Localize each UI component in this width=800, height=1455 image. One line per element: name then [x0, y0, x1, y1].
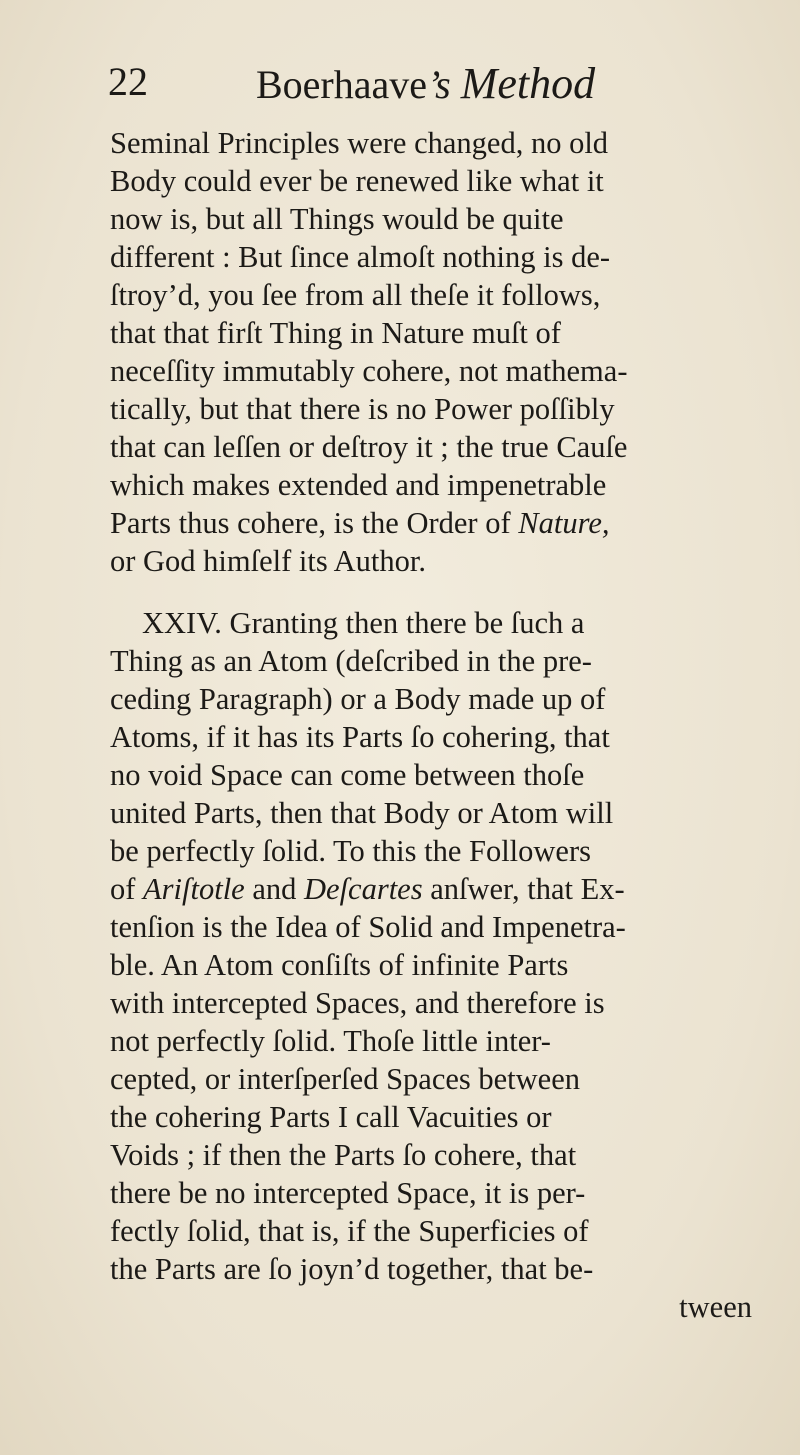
text-line: neceſſity immutably cohere, not mathema-	[110, 354, 628, 388]
text-line: no void Space can come between thoſe	[110, 758, 585, 792]
text-line: united Parts, then that Body or Atom will	[110, 796, 614, 830]
text-line	[110, 504, 760, 542]
text-line-rest: anſwer, that Ex-	[430, 872, 625, 906]
running-title-possessive: ’s	[427, 62, 451, 107]
paragraph-2-first-line: XXIV. Granting then there be ſuch a	[142, 606, 585, 640]
word-and: and	[252, 872, 297, 906]
text-line: different : But ſince almoſt nothing is de-	[110, 240, 611, 274]
text-line: tenſion is the Idea of Solid and Impenetra-	[110, 910, 626, 944]
text-line: that that firſt Thing in Nature muſt of	[110, 316, 561, 350]
text-line	[110, 870, 760, 908]
paragraph-1	[110, 124, 760, 504]
italic-aristotle: Ariſtotle	[143, 872, 245, 906]
text-line: Body could ever be renewed like what it	[110, 164, 604, 198]
running-title-method: Method	[460, 59, 596, 108]
text-line: Voids ; if then the Parts ſo cohere, that	[110, 1138, 577, 1172]
text-line: the Parts are ſo joyn’d together, that be-	[110, 1252, 594, 1286]
text-line: the cohering Parts I call Vacuities or	[110, 1100, 552, 1134]
text-line: cepted, or interſperſed Spaces between	[110, 1062, 580, 1096]
text-line: Seminal Principles were changed, no old	[110, 126, 609, 160]
text-line: tically, but that there is no Power poſſibly	[110, 392, 615, 426]
paragraph-gap	[110, 580, 760, 604]
text-line: with intercepted Spaces, and therefore is	[110, 986, 605, 1020]
text-line: be perfectly ſolid. To this the Followers	[110, 834, 591, 868]
text-line-prefix: Parts thus cohere, is the Order of	[110, 506, 511, 540]
paragraph-2-part-b	[110, 908, 760, 1288]
text-line: Atoms, if it has its Parts ſo cohering, that	[110, 720, 610, 754]
text-line: not perfectly ſolid. Thoſe little inter-	[110, 1024, 551, 1058]
text-line: there be no intercepted Space, it is per-	[110, 1176, 586, 1210]
page-number: 22	[108, 59, 148, 104]
italic-nature: Nature,	[518, 506, 610, 540]
page-header	[108, 58, 758, 114]
text-line: ſtroy’d, you ſee from all theſe it follows,	[110, 278, 601, 312]
text-line: ceding Paragraph) or a Body made up of	[110, 682, 606, 716]
paragraph-2-part-a	[110, 642, 760, 870]
text-line: Thing as an Atom (deſcribed in the pre-	[110, 644, 592, 678]
text-line: ble. An Atom conſiſts of infinite Parts	[110, 948, 569, 982]
word-of: of	[110, 872, 136, 906]
text-line: that can leſſen or deſtroy it ; the true Cauſe	[110, 430, 628, 464]
italic-descartes: Deſcartes	[304, 872, 423, 906]
running-title	[256, 58, 595, 109]
body-text	[110, 124, 760, 1326]
text-line: or God himſelf its Author.	[110, 544, 427, 578]
text-line: now is, but all Things would be quite	[110, 202, 564, 236]
text-line: fectly ſolid, that is, if the Superficies of	[110, 1214, 589, 1248]
running-title-name: Boerhaave	[256, 62, 428, 107]
catchword: tween	[679, 1290, 752, 1324]
text-line: which makes extended and impenetrable	[110, 468, 607, 502]
